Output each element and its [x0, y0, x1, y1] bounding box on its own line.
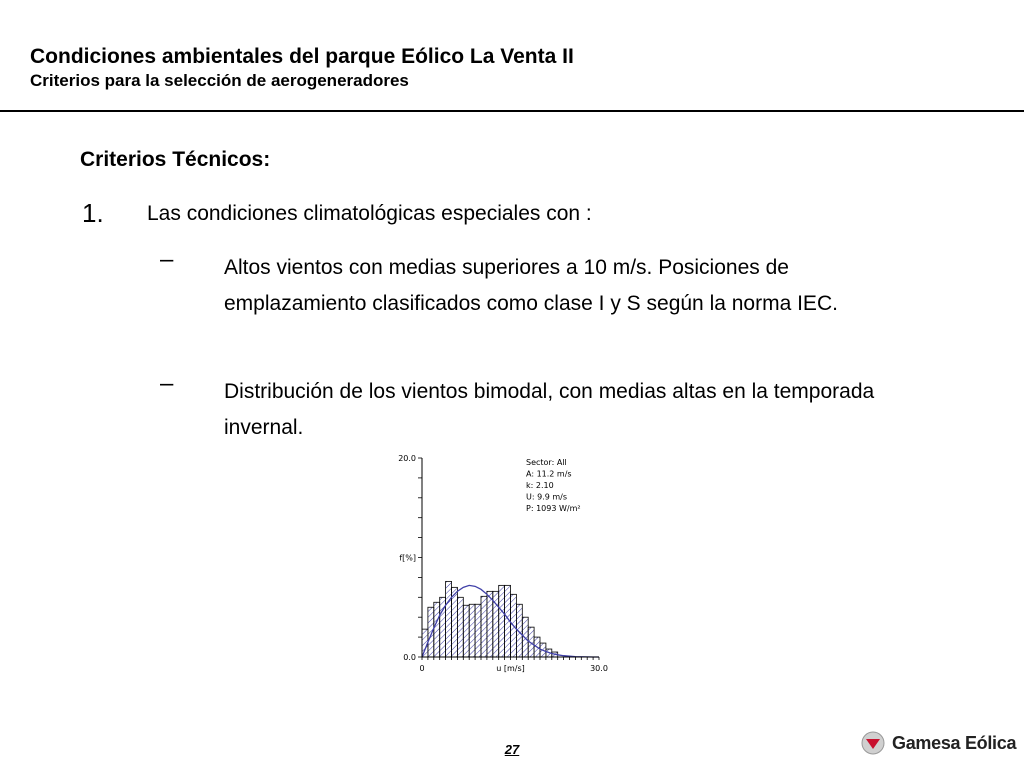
chart-stat: Sector: All: [526, 458, 567, 467]
histogram-bar: [487, 591, 493, 657]
item-text: Las condiciones climatológicas especiales con :: [147, 202, 592, 225]
slide-subtitle: Criterios para la selección de aerogeneradores: [30, 71, 409, 90]
histogram-bar: [475, 604, 481, 657]
bullet-text: Distribución de los vientos bimodal, con medias altas en la temporada invernal.: [224, 380, 875, 439]
x-tick-right: 30.0: [590, 664, 608, 673]
bullet-dash: –: [160, 246, 174, 273]
chart-stat: P: 1093 W/m²: [526, 504, 581, 513]
histogram-bar: [481, 596, 487, 657]
histogram-bar: [434, 602, 440, 657]
chart-stat: U: 9.9 m/s: [526, 492, 568, 502]
histogram-bar: [428, 607, 434, 657]
histogram-bar: [446, 581, 452, 657]
chart-stats-box: [526, 458, 581, 513]
histogram-bar: [499, 585, 505, 657]
logo-text: Gamesa Eólica: [892, 732, 1017, 753]
chart-stat: k: 2.10: [526, 481, 554, 490]
bullet-text: Altos vientos con medias superiores a 10 m/s. Posiciones de emplazamiento clasificados como clase I y S según la norma IEC.: [224, 256, 838, 315]
bullet-dash: –: [160, 370, 174, 397]
gamesa-logo-icon: [860, 730, 886, 756]
histogram-bars: [422, 581, 558, 657]
section-heading: Criterios Técnicos:: [80, 148, 271, 171]
histogram-bar: [469, 604, 475, 657]
chart-stat: A: 11.2 m/s: [526, 469, 572, 479]
title-block: [30, 44, 574, 92]
histogram-bar: [452, 587, 458, 657]
histogram-bar: [457, 597, 463, 657]
page-number: 27: [504, 742, 520, 757]
histogram-bar: [463, 605, 469, 657]
x-axis-label: u [m/s]: [496, 664, 525, 673]
y-tick-top: 20.0: [398, 454, 416, 463]
slide-title: Condiciones ambientales del parque Eólico La Venta II: [30, 45, 574, 68]
histogram-bar: [522, 617, 528, 657]
y-axis-label: f[%]: [399, 553, 416, 563]
item-number: 1.: [82, 198, 104, 228]
header-divider: [0, 110, 1024, 112]
company-logo: [860, 728, 1016, 758]
x-tick-left: 0: [419, 664, 425, 673]
y-tick-bottom: 0.0: [403, 653, 416, 662]
wind-histogram-chart: [385, 445, 625, 680]
